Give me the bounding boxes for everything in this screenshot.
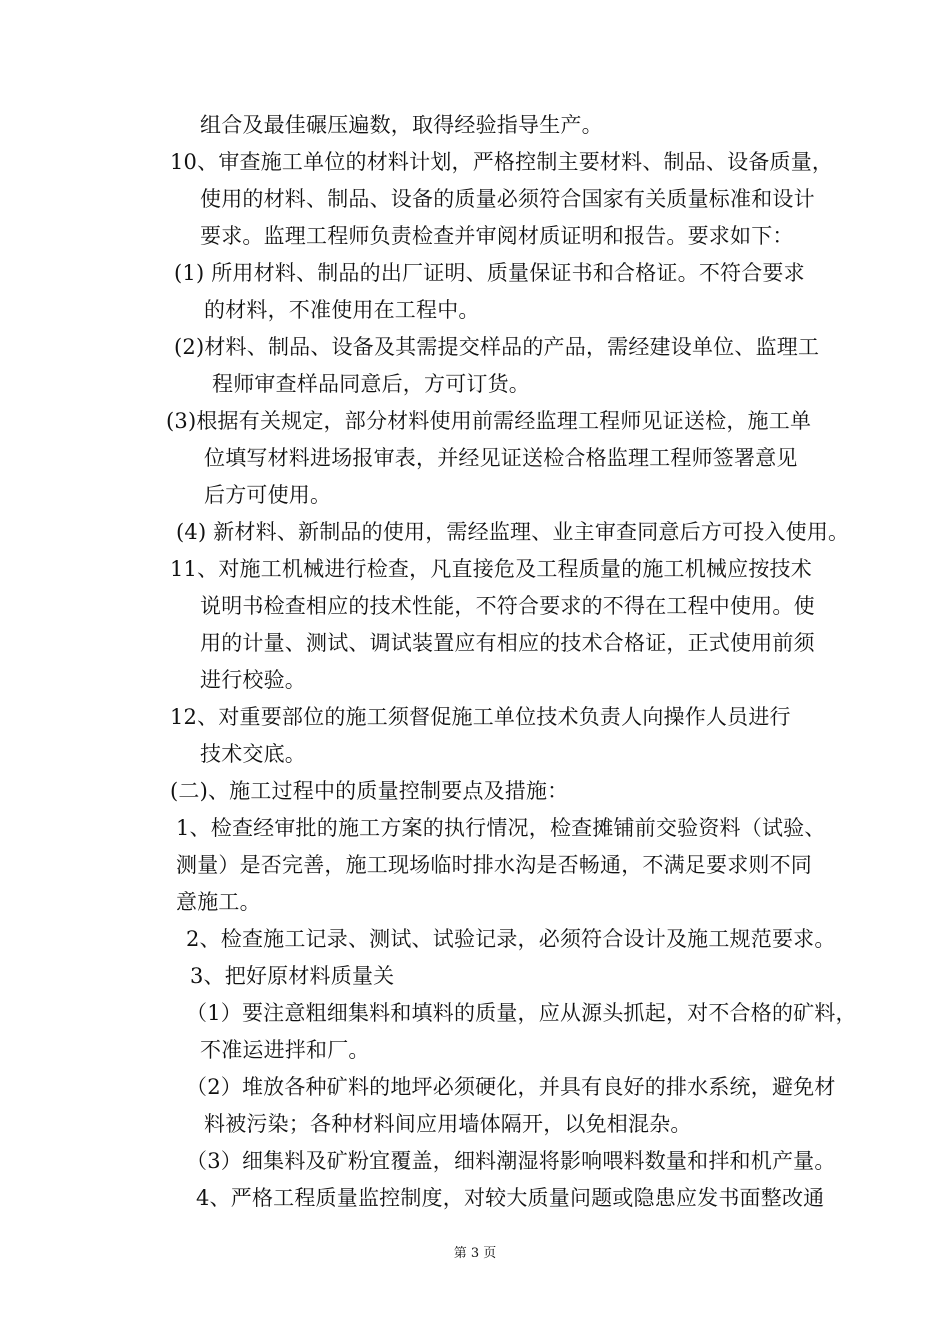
text-line: （1）要注意粗细集料和填料的质量，应从源头抓起，对不合格的矿料，: [186, 1001, 857, 1025]
text-line: 4、严格工程质量监控制度，对较大质量问题或隐患应发书面整改通: [196, 1186, 825, 1210]
text-line: 意施工。: [176, 890, 261, 914]
text-line: (4) 新材料、新制品的使用，需经监理、业主审查同意后方可投入使用。: [176, 520, 850, 544]
text-line: 1、检查经审批的施工方案的执行情况，检查摊铺前交验资料（试验、: [176, 816, 826, 840]
text-line: 11、对施工机械进行检查，凡直接危及工程质量的施工机械应按技术: [170, 557, 812, 581]
section-heading: (二)、施工过程中的质量控制要点及措施：: [170, 779, 569, 803]
text-line: 使用的材料、制品、设备的质量必须符合国家有关质量标准和设计: [200, 187, 815, 211]
text-line: 3、把好原材料质量关: [190, 964, 395, 988]
text-line: 料被污染；各种材料间应用墙体隔开，以免相混杂。: [204, 1112, 692, 1136]
text-line: (1) 所用材料、制品的出厂证明、质量保证书和合格证。不符合要求: [174, 261, 805, 285]
text-line: 2、检查施工记录、测试、试验记录，必须符合设计及施工规范要求。: [186, 927, 836, 951]
text-line: 12、对重要部位的施工须督促施工单位技术负责人向操作人员进行: [170, 705, 791, 729]
text-line: 说明书检查相应的技术性能，不符合要求的不得在工程中使用。使: [200, 594, 815, 618]
text-line: 要求。监理工程师负责检查并审阅材质证明和报告。要求如下：: [200, 224, 794, 248]
text-line: （3）细集料及矿粉宜覆盖，细料潮湿将影响喂料数量和拌和机产量。: [186, 1149, 836, 1173]
text-line: (3)根据有关规定，部分材料使用前需经监理工程师见证送检，施工单: [166, 409, 812, 433]
text-line: 程师审查样品同意后，方可订货。: [212, 372, 530, 396]
text-line: 测量）是否完善，施工现场临时排水沟是否畅通，不满足要求则不同: [176, 853, 812, 877]
text-line: 组合及最佳碾压遍数，取得经验指导生产。: [200, 113, 603, 137]
page-number: 第 3 页: [453, 1246, 497, 1261]
text-line: 位填写材料进场报审表，并经见证送检合格监理工程师签署意见: [204, 446, 798, 470]
text-line: 不准运进拌和厂。: [200, 1038, 370, 1062]
text-line: 后方可使用。: [204, 483, 332, 507]
text-line: 用的计量、测试、调试装置应有相应的技术合格证，正式使用前须: [200, 631, 815, 655]
text-line: 进行校验。: [200, 668, 306, 692]
text-line: (2)材料、制品、设备及其需提交样品的产品，需经建设单位、监理工: [174, 335, 820, 359]
text-line: 的材料，不准使用在工程中。: [204, 298, 480, 322]
text-line: （2）堆放各种矿料的地坪必须硬化，并具有良好的排水系统，避免材: [186, 1075, 836, 1099]
text-line: 技术交底。: [200, 742, 306, 766]
text-line: 10、审查施工单位的材料计划，严格控制主要材料、制品、设备质量，: [170, 150, 834, 174]
